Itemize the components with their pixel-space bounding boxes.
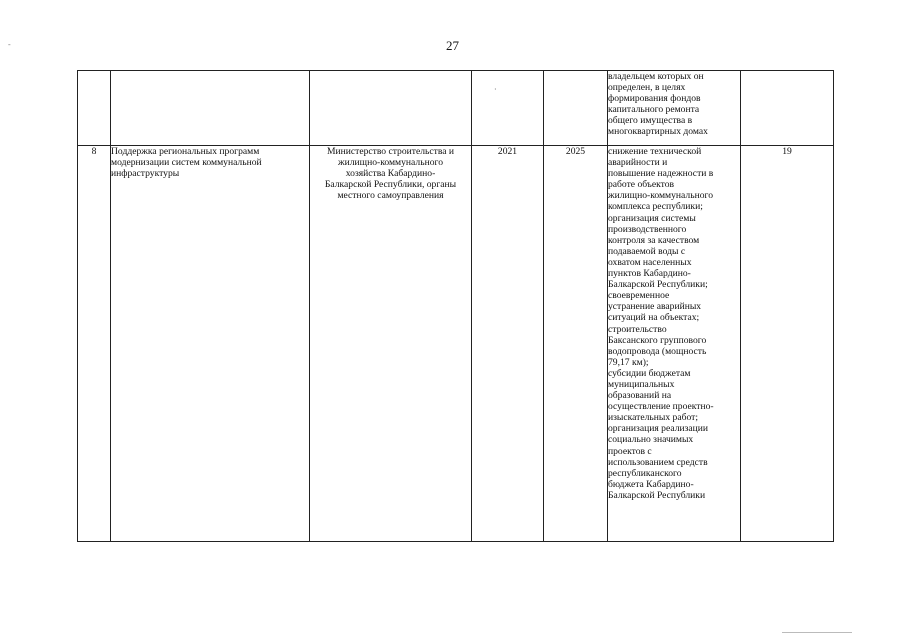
- expected-result-line: организация реализации: [608, 423, 709, 435]
- expected-result-line: республиканского: [608, 467, 682, 479]
- executor-line: местного самоуправления: [337, 190, 444, 202]
- table-row-8: [78, 146, 834, 542]
- cell-name-empty: [111, 71, 310, 146]
- expected-result-text: [608, 146, 740, 501]
- program-name-line: Поддержка региональных программ: [111, 146, 260, 157]
- continued-result-line: определен, в целях: [608, 82, 686, 94]
- cell-executor-empty: [310, 71, 472, 146]
- expected-result-line: бюджета Кабардино-: [608, 478, 694, 490]
- expected-result-line: субсидии бюджетам: [608, 367, 691, 379]
- scan-artifact-dot: ·: [494, 85, 497, 94]
- cell-end-year: 2025: [544, 146, 608, 542]
- expected-result-line: проектов с: [608, 445, 652, 457]
- scan-edge-line: [782, 632, 852, 633]
- expected-result-line: социально значимых: [608, 434, 694, 446]
- expected-result-line: производственного: [608, 223, 687, 235]
- cell-executor: [310, 146, 472, 542]
- expected-result-line: осуществление проектно-: [608, 401, 714, 413]
- expected-result-line: Балкарской Республики: [608, 489, 706, 501]
- cell-result-continued: [608, 71, 741, 146]
- continued-result-line: капитального ремонта: [608, 104, 700, 116]
- program-name-line: модернизации систем коммунальной: [111, 157, 262, 169]
- expected-result-line: Балкарской Республики;: [608, 279, 708, 291]
- executor-line: хозяйства Кабардино-: [345, 168, 436, 180]
- expected-result-line: 79,17 км);: [608, 356, 649, 368]
- expected-result-line: Баксанского группового: [608, 334, 707, 346]
- continued-result-line: владельцем которых он: [608, 71, 704, 82]
- cell-number-empty: [78, 71, 111, 146]
- cell-indicator-empty: [741, 71, 834, 146]
- expected-result-line: подаваемой воды с: [608, 245, 686, 257]
- expected-result-line: контроля за качеством: [608, 234, 700, 246]
- executor-text: [310, 146, 471, 201]
- cell-start-year-empty: [472, 71, 544, 146]
- continued-result-line: общего имущества в: [608, 115, 693, 127]
- cell-program-name: [111, 146, 310, 542]
- expected-result-line: организация системы: [608, 212, 696, 224]
- expected-result-line: аварийности и: [608, 157, 668, 169]
- expected-result-line: комплекса республики;: [608, 201, 703, 213]
- expected-result-line: устранение аварийных: [608, 301, 702, 313]
- result-text-continued: [608, 71, 740, 138]
- expected-result-line: снижение технической: [608, 146, 702, 157]
- expected-result-line: строительство: [608, 323, 667, 335]
- expected-result-line: жилищно-коммунального: [608, 190, 713, 202]
- expected-result-line: использованием средств: [608, 456, 708, 468]
- expected-result-line: муниципальных: [608, 378, 675, 390]
- expected-result-line: работе объектов: [608, 179, 675, 191]
- table-row-continued: [78, 71, 834, 146]
- cell-row-number: 8: [78, 146, 111, 542]
- expected-result-line: ситуаций на объектах;: [608, 312, 700, 324]
- cell-indicator: 19: [741, 146, 834, 542]
- executor-line: Балкарской Республики, органы: [324, 179, 457, 191]
- expected-result-line: своевременное: [608, 290, 670, 302]
- expected-result-line: изыскательных работ;: [608, 412, 699, 424]
- page-number: 27: [446, 38, 459, 53]
- program-table: [77, 70, 834, 542]
- cell-start-year: 2021: [472, 146, 544, 542]
- cell-expected-result: [608, 146, 741, 542]
- continued-result-line: формирования фондов: [608, 93, 701, 105]
- continued-result-line: многоквартирных домах: [608, 126, 708, 138]
- expected-result-line: пунктов Кабардино-: [608, 268, 691, 280]
- expected-result-line: образований на: [608, 390, 672, 402]
- executor-line: жилищно-коммунального: [338, 157, 443, 169]
- executor-line: Министерство строительства и: [326, 146, 455, 157]
- cell-end-year-empty: [544, 71, 608, 146]
- program-name-text: [111, 146, 309, 179]
- expected-result-line: повышение надежности в: [608, 168, 714, 180]
- program-name-line: инфраструктуры: [111, 168, 180, 180]
- expected-result-line: охватом населенных: [608, 256, 692, 268]
- expected-result-line: водопровода (мощность: [608, 345, 707, 357]
- scan-artifact-mark: -: [8, 40, 11, 49]
